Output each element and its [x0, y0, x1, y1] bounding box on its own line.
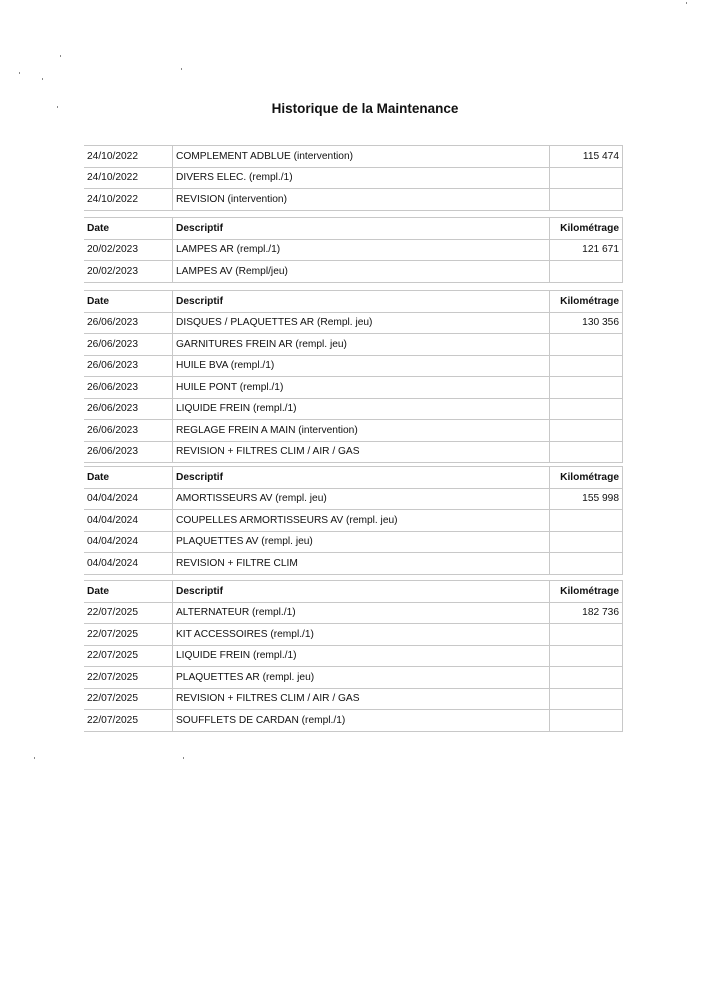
cell-date: 26/06/2023 [84, 312, 173, 334]
cell-descriptif: REVISION + FILTRES CLIM / AIR / GAS [173, 441, 550, 463]
table-row [84, 602, 623, 624]
cell-date: 22/07/2025 [84, 667, 173, 689]
maintenance-table-2023-feb [84, 217, 623, 283]
maintenance-table-2023-jun [84, 290, 623, 463]
cell-date: 26/06/2023 [84, 355, 173, 377]
cell-date: Date [84, 291, 173, 313]
table-row [84, 645, 623, 667]
scan-speck [181, 68, 182, 70]
cell-date: 04/04/2024 [84, 553, 173, 575]
cell-date: 24/10/2022 [84, 189, 173, 211]
maintenance-table-2025 [84, 580, 623, 732]
cell-descriptif: Descriptif [173, 218, 550, 240]
table-row [84, 239, 623, 261]
cell-date: 26/06/2023 [84, 420, 173, 442]
cell-date: 26/06/2023 [84, 377, 173, 399]
cell-date: 22/07/2025 [84, 710, 173, 732]
cell-kilometrage [550, 624, 623, 646]
page-title: Historique de la Maintenance [271, 101, 459, 116]
cell-kilometrage [550, 398, 623, 420]
cell-descriptif: COMPLEMENT ADBLUE (intervention) [173, 146, 550, 168]
cell-descriptif: REVISION + FILTRES CLIM / AIR / GAS [173, 688, 550, 710]
table-row [84, 334, 623, 356]
cell-date: 22/07/2025 [84, 602, 173, 624]
table-header-row [84, 581, 623, 603]
table-row [84, 510, 623, 532]
cell-descriptif: REVISION + FILTRE CLIM [173, 553, 550, 575]
cell-kilometrage [550, 441, 623, 463]
cell-descriptif: LAMPES AV (Rempl/jeu) [173, 261, 550, 283]
cell-descriptif: SOUFFLETS DE CARDAN (rempl./1) [173, 710, 550, 732]
cell-descriptif: KIT ACCESSOIRES (rempl./1) [173, 624, 550, 646]
table-row [84, 488, 623, 510]
cell-kilometrage: 155 998 [550, 488, 623, 510]
cell-kilometrage: Kilométrage [550, 291, 623, 313]
cell-descriptif: LAMPES AR (rempl./1) [173, 239, 550, 261]
table-row [84, 688, 623, 710]
cell-date: 22/07/2025 [84, 688, 173, 710]
cell-kilometrage [550, 377, 623, 399]
cell-date: 26/06/2023 [84, 441, 173, 463]
cell-date: 04/04/2024 [84, 531, 173, 553]
table-row [84, 146, 623, 168]
cell-kilometrage [550, 531, 623, 553]
cell-date: 26/06/2023 [84, 398, 173, 420]
cell-kilometrage [550, 667, 623, 689]
table-row [84, 355, 623, 377]
table-row [84, 667, 623, 689]
cell-descriptif: ALTERNATEUR (rempl./1) [173, 602, 550, 624]
cell-descriptif: Descriptif [173, 467, 550, 489]
cell-kilometrage: 130 356 [550, 312, 623, 334]
table-row [84, 261, 623, 283]
cell-kilometrage [550, 355, 623, 377]
table-row [84, 398, 623, 420]
cell-kilometrage: Kilométrage [550, 581, 623, 603]
cell-descriptif: AMORTISSEURS AV (rempl. jeu) [173, 488, 550, 510]
cell-descriptif: LIQUIDE FREIN (rempl./1) [173, 645, 550, 667]
table-row [84, 312, 623, 334]
table-row [84, 377, 623, 399]
maintenance-table-2022 [84, 145, 623, 211]
cell-kilometrage [550, 553, 623, 575]
table-row [84, 420, 623, 442]
cell-descriptif: DIVERS ELEC. (rempl./1) [173, 167, 550, 189]
cell-date: 24/10/2022 [84, 167, 173, 189]
cell-kilometrage: Kilométrage [550, 218, 623, 240]
scan-speck [686, 2, 687, 4]
table-row [84, 710, 623, 732]
table-header-row [84, 467, 623, 489]
cell-descriptif: COUPELLES ARMORTISSEURS AV (rempl. jeu) [173, 510, 550, 532]
cell-date: 20/02/2023 [84, 261, 173, 283]
cell-kilometrage [550, 510, 623, 532]
cell-descriptif: PLAQUETTES AR (rempl. jeu) [173, 667, 550, 689]
cell-descriptif: DISQUES / PLAQUETTES AR (Rempl. jeu) [173, 312, 550, 334]
cell-descriptif: Descriptif [173, 291, 550, 313]
cell-kilometrage [550, 688, 623, 710]
table-row [84, 531, 623, 553]
cell-kilometrage: Kilométrage [550, 467, 623, 489]
maintenance-table-2024 [84, 466, 623, 575]
scan-speck [34, 757, 35, 759]
cell-kilometrage: 182 736 [550, 602, 623, 624]
cell-date: 04/04/2024 [84, 510, 173, 532]
scan-speck [19, 72, 20, 74]
cell-date: 24/10/2022 [84, 146, 173, 168]
cell-descriptif: REGLAGE FREIN A MAIN (intervention) [173, 420, 550, 442]
cell-descriptif: Descriptif [173, 581, 550, 603]
cell-date: 20/02/2023 [84, 239, 173, 261]
table-row [84, 624, 623, 646]
table-header-row [84, 291, 623, 313]
cell-kilometrage [550, 167, 623, 189]
table-row [84, 167, 623, 189]
cell-date: 22/07/2025 [84, 645, 173, 667]
cell-kilometrage [550, 261, 623, 283]
cell-date: Date [84, 218, 173, 240]
scan-speck [42, 78, 43, 80]
cell-kilometrage: 121 671 [550, 239, 623, 261]
cell-kilometrage [550, 189, 623, 211]
cell-date: Date [84, 467, 173, 489]
cell-kilometrage [550, 420, 623, 442]
cell-date: 26/06/2023 [84, 334, 173, 356]
cell-descriptif: LIQUIDE FREIN (rempl./1) [173, 398, 550, 420]
table-row [84, 441, 623, 463]
cell-date: 22/07/2025 [84, 624, 173, 646]
cell-descriptif: HUILE PONT (rempl./1) [173, 377, 550, 399]
cell-descriptif: HUILE BVA (rempl./1) [173, 355, 550, 377]
table-header-row [84, 218, 623, 240]
cell-date: 04/04/2024 [84, 488, 173, 510]
cell-kilometrage [550, 334, 623, 356]
cell-descriptif: GARNITURES FREIN AR (rempl. jeu) [173, 334, 550, 356]
scan-speck [60, 55, 61, 57]
table-row [84, 189, 623, 211]
scan-speck [183, 757, 184, 759]
cell-descriptif: REVISION (intervention) [173, 189, 550, 211]
cell-kilometrage [550, 645, 623, 667]
cell-date: Date [84, 581, 173, 603]
cell-kilometrage [550, 710, 623, 732]
scan-speck [57, 106, 58, 108]
table-row [84, 553, 623, 575]
cell-descriptif: PLAQUETTES AV (rempl. jeu) [173, 531, 550, 553]
cell-kilometrage: 115 474 [550, 146, 623, 168]
